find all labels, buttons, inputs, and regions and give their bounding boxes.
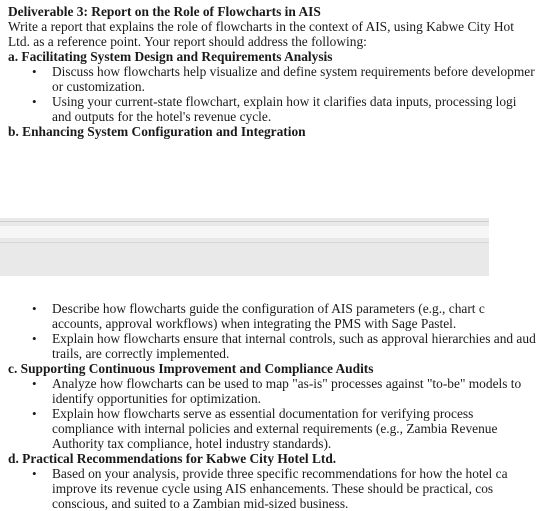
deliverable-heading: Deliverable 3: Report on the Role of Flowcharts in AIS — [8, 4, 321, 19]
bullet-item: • Explain how flowcharts serve as essential documentation for verifying process — [8, 406, 536, 421]
bullet-continuation: accounts, approval workflows) when integrating the PMS with Sage Pastel. — [52, 316, 457, 331]
page-top-content — [8, 4, 535, 139]
page-gap — [0, 226, 489, 238]
bullet-continuation: and outputs for the hotel's revenue cycle. — [52, 109, 272, 124]
bullet-item: • Discuss how flowcharts help visualize and define system requirements before developmer — [8, 64, 535, 79]
section-d-heading: d. Practical Recommendations for Kabwe City Hotel Ltd. — [8, 451, 337, 466]
bullet-item: • Using your current-state flowchart, explain how it clarifies data inputs, processing logi — [8, 94, 535, 109]
document-page-bottom — [0, 276, 536, 511]
bullet-item: • Describe how flowcharts guide the configuration of AIS parameters (e.g., chart c — [8, 301, 536, 316]
section-b-heading: b. Enhancing System Configuration and Integration — [8, 124, 306, 139]
section-a-heading: a. Facilitating System Design and Requirements Analysis — [8, 49, 333, 64]
intro-line: Ltd. as a reference point. Your report should address the following: — [8, 34, 367, 49]
bullet-continuation: conscious, and suited to a Zambian mid-sized business. — [52, 496, 349, 511]
page-break-separator — [0, 218, 489, 276]
bullet-continuation: compliance with internal policies and external requirements (e.g., Zambia Revenue — [52, 421, 498, 436]
bullet-item: • Explain how flowcharts ensure that internal controls, such as approval hierarchies and aud — [8, 331, 536, 346]
bullet-item: • Based on your analysis, provide three specific recommendations for how the hotel ca — [8, 466, 536, 481]
page-bottom-content — [8, 301, 536, 511]
section-c-heading: c. Supporting Continuous Improvement and Compliance Audits — [8, 361, 374, 376]
bullet-item: • Analyze how flowcharts can be used to map "as-is" processes against "to-be" models to — [8, 376, 536, 391]
intro-line: Write a report that explains the role of flowcharts in the context of AIS, using Kabwe City Hot — [8, 19, 514, 34]
page-edge — [0, 242, 489, 243]
bullet-continuation: or customization. — [52, 79, 145, 94]
page-edge — [0, 221, 489, 222]
bullet-continuation: identify opportunities for optimization. — [52, 391, 262, 406]
bullet-continuation: trails, are correctly implemented. — [52, 346, 230, 361]
bullet-continuation: improve its revenue cycle using AIS enhancements. These should be practical, cos — [52, 481, 494, 496]
bullet-continuation: Authority tax compliance, hotel industry standards). — [52, 436, 332, 451]
document-page-top — [0, 0, 535, 218]
